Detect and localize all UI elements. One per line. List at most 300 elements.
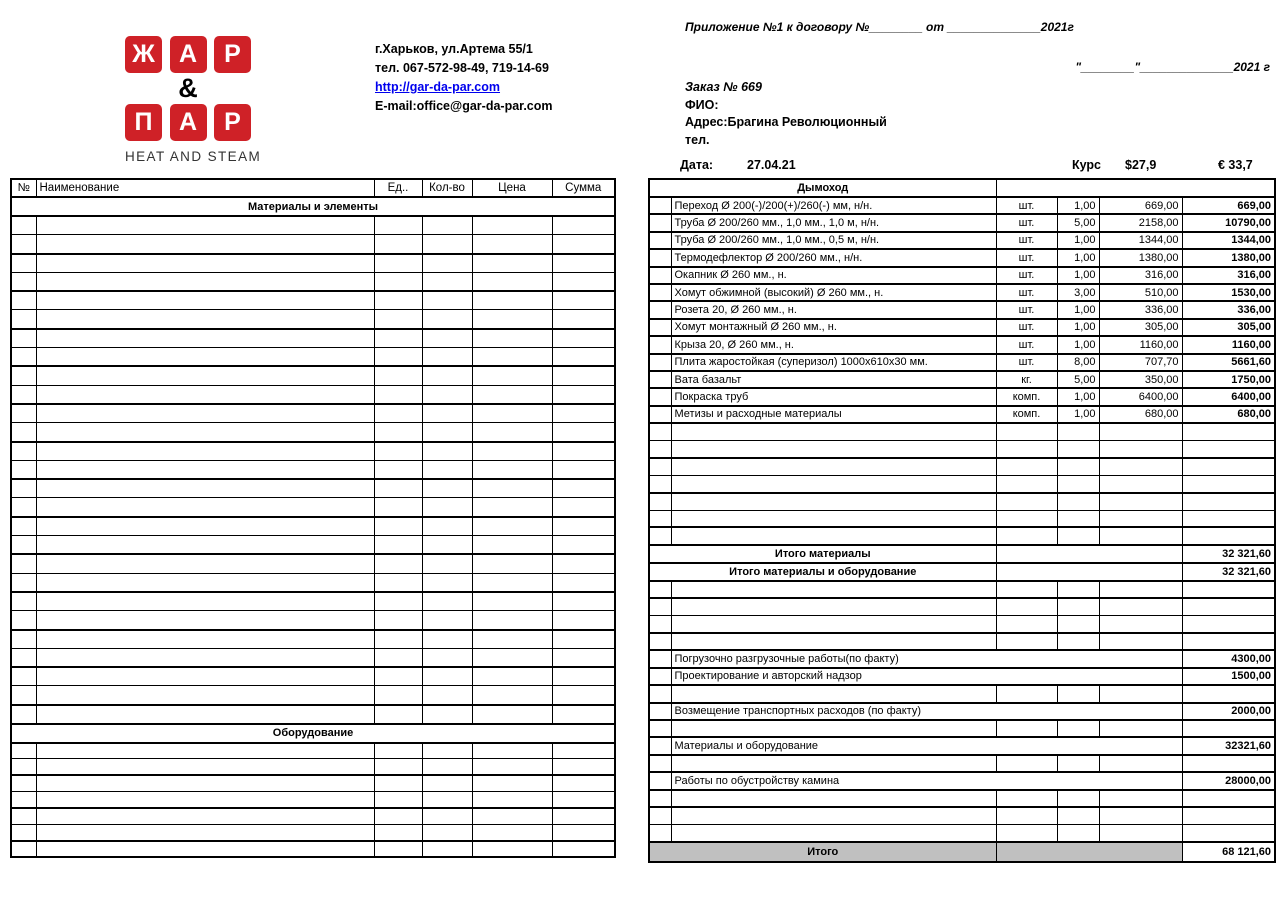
empty-cell [552,743,615,759]
table-row [11,423,615,442]
logo-square: Р [214,104,251,141]
empty-cell [552,554,615,573]
sum-cell: 5661,60 [1182,354,1275,371]
table-row [649,650,1275,667]
empty-cell [996,423,1057,440]
empty-cell [36,743,374,759]
row-number-cell [649,737,671,754]
empty-cell [422,554,472,573]
table-row [649,790,1275,807]
empty-cell [1099,598,1182,615]
empty-cell [472,498,552,517]
table-row [11,479,615,498]
table-row [649,685,1275,702]
empty-cell [374,385,422,404]
empty-cell [374,517,422,536]
empty-cell [1182,633,1275,650]
logo-square: Ж [125,36,162,73]
usd-rate: $27,9 [1125,158,1157,172]
empty-cell [996,563,1182,581]
empty-cell [996,616,1057,633]
empty-cell [11,775,36,791]
empty-cell [671,807,996,824]
table-row [11,824,615,840]
empty-cell [472,291,552,310]
unit-cell: шт. [996,284,1057,301]
empty-cell [472,592,552,611]
row-number-cell [649,650,671,667]
item-name-cell: Хомут обжимной (высокий) Ø 260 мм., н. [671,284,996,301]
empty-cell [36,808,374,824]
empty-cell [422,824,472,840]
table-row [649,406,1275,423]
empty-cell [374,291,422,310]
empty-cell [1099,458,1182,475]
empty-cell [552,460,615,479]
empty-cell [374,743,422,759]
empty-cell [552,648,615,667]
empty-cell [1182,790,1275,807]
table-row [11,272,615,291]
empty-cell [36,348,374,367]
empty-cell [671,475,996,492]
logo-ampersand: & [178,73,198,103]
empty-cell [996,824,1057,841]
empty-cell [472,272,552,291]
empty-cell [422,705,472,724]
empty-cell [36,759,374,775]
item-name-cell: Плита жаростойкая (суперизол) 1000х610х30 мм. [671,354,996,371]
empty-cell [1099,720,1182,737]
sum-cell: 2000,00 [1182,703,1275,720]
empty-cell [36,329,374,348]
empty-cell [552,611,615,630]
empty-cell [11,329,36,348]
table-row [649,737,1275,754]
table-row [649,755,1275,772]
empty-cell [11,824,36,840]
empty-cell [1182,616,1275,633]
empty-cell [1099,440,1182,457]
table-row [11,291,615,310]
company-logo [125,36,262,164]
item-name-cell: Метизы и расходные материалы [671,406,996,423]
empty-cell [36,216,374,235]
empty-cell [374,648,422,667]
company-phones: тел. 067-572-98-49, 719-14-69 [375,61,549,75]
empty-cell [422,573,472,592]
empty-cell [11,841,36,857]
empty-cell [552,442,615,461]
empty-cell [472,254,552,273]
logo-row-zhar [125,36,251,73]
empty-cell [36,498,374,517]
column-header: Кол-во [422,179,472,197]
empty-cell [1099,527,1182,544]
empty-cell [552,573,615,592]
empty-cell [422,460,472,479]
table-row [649,371,1275,388]
date-label: Дата: [680,158,714,172]
empty-cell [374,808,422,824]
empty-cell [374,348,422,367]
empty-cell [1182,824,1275,841]
empty-cell [472,517,552,536]
table-row [649,510,1275,527]
empty-cell [1182,510,1275,527]
empty-cell [374,235,422,254]
empty-cell [996,842,1182,862]
empty-cell [36,272,374,291]
row-number-cell [649,267,671,284]
unit-cell: кг. [996,371,1057,388]
empty-cell [472,235,552,254]
empty-cell [374,841,422,857]
empty-cell [11,686,36,705]
table-row [11,667,615,686]
empty-cell [671,790,996,807]
row-number-cell [649,388,671,405]
empty-cell [996,179,1275,197]
order-number: Заказ № 669 [685,80,762,94]
table-row [649,179,1275,197]
service-name-cell: Материалы и оборудование [671,737,1182,754]
empty-cell [1099,755,1182,772]
empty-cell [11,385,36,404]
table-row [11,705,615,724]
empty-cell [552,254,615,273]
qty-cell: 8,00 [1057,354,1099,371]
empty-cell [11,216,36,235]
empty-cell [1057,423,1099,440]
empty-cell [671,581,996,598]
qty-cell: 1,00 [1057,301,1099,318]
empty-cell [36,254,374,273]
empty-cell [472,686,552,705]
empty-cell [671,824,996,841]
empty-cell [11,667,36,686]
empty-cell [996,581,1057,598]
item-name-cell: Крыза 20, Ø 260 мм., н. [671,336,996,353]
empty-cell [374,554,422,573]
empty-cell [1057,633,1099,650]
empty-cell [472,775,552,791]
empty-cell [649,527,671,544]
empty-cell [649,475,671,492]
empty-cell [422,792,472,808]
table-row [649,824,1275,841]
empty-cell [552,824,615,840]
empty-cell [472,536,552,555]
empty-cell [36,479,374,498]
table-row [11,808,615,824]
table-row [649,232,1275,249]
item-name-cell: Окапник Ø 260 мм., н. [671,267,996,284]
empty-cell [374,759,422,775]
unit-cell: шт. [996,301,1057,318]
empty-cell [374,329,422,348]
qty-cell: 1,00 [1057,336,1099,353]
empty-cell [36,310,374,329]
empty-cell [472,385,552,404]
empty-cell [11,705,36,724]
table-row [11,254,615,273]
item-name-cell: Хомут монтажный Ø 260 мм., н. [671,319,996,336]
empty-cell [552,291,615,310]
row-number-cell [649,284,671,301]
section-header: Оборудование [11,724,615,743]
empty-cell [11,442,36,461]
empty-cell [552,348,615,367]
empty-cell [11,272,36,291]
service-name-cell: Погрузочно разгрузочные работы(по факту) [671,650,1182,667]
row-number-cell [649,301,671,318]
blank-date-line: "________"______________2021 г [1075,60,1270,74]
appendix-line: Приложение №1 к договору №________ от ______________2021г [685,20,1074,34]
empty-cell [1099,493,1182,510]
eur-rate: € 33,7 [1218,158,1253,172]
empty-cell [552,385,615,404]
table-row [11,197,615,216]
total-sum-cell: 32 321,60 [1182,563,1275,581]
row-number-cell [649,232,671,249]
price-cell: 669,00 [1099,197,1182,214]
sum-cell: 10790,00 [1182,214,1275,231]
empty-cell [422,385,472,404]
empty-cell [36,611,374,630]
row-number-cell [649,406,671,423]
unit-cell: шт. [996,267,1057,284]
empty-cell [11,310,36,329]
empty-cell [422,592,472,611]
table-row [649,703,1275,720]
total-label: Итого материалы [649,545,996,563]
table-row [649,319,1275,336]
empty-cell [1099,824,1182,841]
empty-cell [1057,527,1099,544]
empty-cell [472,705,552,724]
empty-cell [374,404,422,423]
empty-cell [374,460,422,479]
date-value: 27.04.21 [747,158,796,172]
row-number-cell [649,249,671,266]
sum-cell: 4300,00 [1182,650,1275,667]
empty-cell [552,366,615,385]
table-row [649,581,1275,598]
table-row [649,267,1275,284]
table-row [649,842,1275,862]
price-cell: 680,00 [1099,406,1182,423]
empty-cell [1182,720,1275,737]
empty-cell [11,366,36,385]
price-cell: 1344,00 [1099,232,1182,249]
empty-cell [1057,510,1099,527]
empty-cell [36,705,374,724]
sum-cell: 1500,00 [1182,668,1275,685]
empty-cell [552,667,615,686]
empty-cell [1057,824,1099,841]
empty-cell [472,841,552,857]
table-row [11,216,615,235]
empty-cell [1057,598,1099,615]
empty-cell [552,329,615,348]
sum-cell: 1380,00 [1182,249,1275,266]
unit-cell: шт. [996,232,1057,249]
empty-cell [36,667,374,686]
sum-cell: 6400,00 [1182,388,1275,405]
empty-cell [472,460,552,479]
table-row [11,366,615,385]
qty-cell: 1,00 [1057,197,1099,214]
empty-cell [36,291,374,310]
unit-cell: шт. [996,354,1057,371]
empty-cell [1057,720,1099,737]
table-row [11,611,615,630]
empty-cell [649,807,671,824]
row-number-cell [649,371,671,388]
table-row [649,527,1275,544]
item-name-cell: Термодефлектор Ø 200/260 мм., н/н. [671,249,996,266]
empty-cell [11,648,36,667]
empty-cell [1099,475,1182,492]
empty-cell [422,686,472,705]
section-header: Дымоход [649,179,996,197]
empty-cell [1182,475,1275,492]
qty-cell: 1,00 [1057,319,1099,336]
item-name-cell: Розета 20, Ø 260 мм., н. [671,301,996,318]
empty-cell [422,216,472,235]
empty-cell [552,792,615,808]
table-row [11,686,615,705]
column-header: Цена [472,179,552,197]
table-row [11,724,615,743]
empty-cell [422,517,472,536]
sum-cell: 1530,00 [1182,284,1275,301]
table-row [649,807,1275,824]
empty-cell [552,630,615,649]
empty-cell [374,254,422,273]
empty-cell [649,581,671,598]
empty-cell [671,633,996,650]
empty-cell [11,254,36,273]
service-name-cell: Проектирование и авторский надзор [671,668,1182,685]
empty-cell [552,536,615,555]
empty-cell [374,630,422,649]
item-name-cell: Переход Ø 200(-)/200(+)/260(-) мм, н/н. [671,197,996,214]
empty-cell [422,479,472,498]
empty-cell [422,775,472,791]
empty-cell [649,616,671,633]
empty-cell [36,792,374,808]
logo-tagline: HEAT AND STEAM [125,149,262,164]
table-row [649,545,1275,563]
empty-cell [649,440,671,457]
empty-cell [996,545,1182,563]
empty-cell [1182,423,1275,440]
empty-cell [671,440,996,457]
table-row [649,493,1275,510]
empty-cell [671,616,996,633]
empty-cell [374,792,422,808]
empty-cell [552,404,615,423]
table-row [649,423,1275,440]
empty-cell [422,536,472,555]
empty-cell [552,775,615,791]
empty-cell [11,460,36,479]
item-name-cell: Покраска труб [671,388,996,405]
logo-row-par [125,104,251,141]
client-address: Адрес:Брагина Революционный [685,115,887,129]
empty-cell [422,808,472,824]
price-cell: 316,00 [1099,267,1182,284]
empty-cell [422,423,472,442]
order-block [685,79,887,149]
empty-cell [422,743,472,759]
empty-cell [36,423,374,442]
empty-cell [1057,755,1099,772]
empty-cell [472,808,552,824]
empty-cell [374,592,422,611]
row-number-cell [649,336,671,353]
table-row [649,249,1275,266]
table-row [649,458,1275,475]
column-header: Сумма [552,179,615,197]
empty-cell [996,598,1057,615]
empty-cell [11,536,36,555]
table-row [11,775,615,791]
empty-cell [472,479,552,498]
empty-cell [472,611,552,630]
empty-cell [1057,493,1099,510]
empty-cell [671,527,996,544]
empty-cell [996,755,1057,772]
table-row [11,498,615,517]
empty-cell [472,743,552,759]
table-row [11,310,615,329]
empty-cell [472,759,552,775]
empty-cell [649,790,671,807]
empty-cell [36,366,374,385]
table-row [11,630,615,649]
empty-cell [649,423,671,440]
sum-cell: 680,00 [1182,406,1275,423]
empty-cell [472,630,552,649]
header-row [11,179,615,197]
price-cell: 6400,00 [1099,388,1182,405]
empty-cell [11,348,36,367]
table-row [649,772,1275,789]
empty-cell [11,808,36,824]
row-number-cell [649,668,671,685]
empty-cell [11,792,36,808]
logo-square: П [125,104,162,141]
table-row [11,592,615,611]
empty-cell [36,517,374,536]
table-row [649,563,1275,581]
unit-cell: шт. [996,214,1057,231]
logo-square: А [170,104,207,141]
empty-cell [552,216,615,235]
empty-cell [1099,581,1182,598]
empty-cell [422,667,472,686]
website-link[interactable]: http://gar-da-par.com [375,80,501,94]
empty-cell [649,685,671,702]
logo-square: А [170,36,207,73]
empty-cell [422,254,472,273]
unit-cell: шт. [996,336,1057,353]
empty-cell [1182,807,1275,824]
empty-cell [996,510,1057,527]
